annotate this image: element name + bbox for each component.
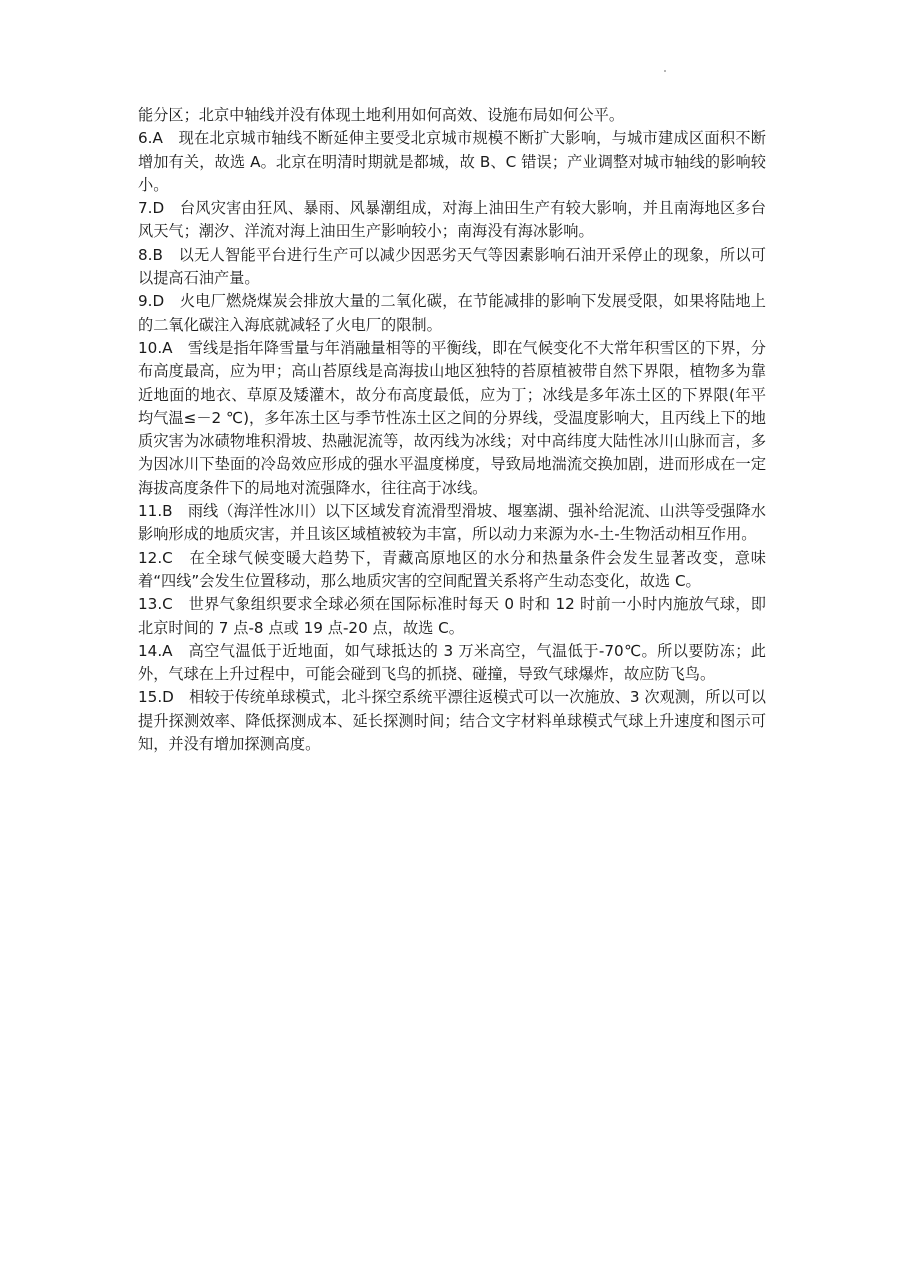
- answer-15: 15.D 相较于传统单球模式，北斗探空系统平漂往返模式可以一次施放、3 次观测，所以可以提升探测效率、降低探测成本、延长探测时间；结合文字材料单球模式气球上升速度和图示可知，并没有增加探测高度。: [138, 688, 766, 754]
- answer-explanations: [138, 104, 766, 756]
- answer-9: 9.D 火电厂燃烧煤炭会排放大量的二氧化碳，在节能减排的影响下发展受限，如果将陆地上的二氧化碳注入海底就减轻了火电厂的限制。: [138, 292, 766, 334]
- answer-7: 7.D 台风灾害由狂风、暴雨、风暴潮组成，对海上油田生产有较大影响，并且南海地区多台风天气；潮汐、洋流对海上油田生产影响较小；南海没有海冰影响。: [138, 199, 766, 241]
- answer-8: 8.B 以无人智能平台进行生产可以减少因恶劣天气等因素影响石油开采停止的现象，所以可以提高石油产量。: [138, 245, 766, 288]
- answer-14: 14.A 高空气温低于近地面，如气球抵达的 3 万米高空，气温低于-70℃。所以要防冻；此外，气球在上升过程中，可能会碰到飞鸟的抓挠、碰撞，导致气球爆炸，故应防飞鸟。: [138, 641, 766, 684]
- answer-6: 6.A 现在北京城市轴线不断延伸主要受北京城市规模不断扩大影响，与城市建成区面积不断增加有关，故选 A。北京在明清时期就是都城，故 B、C 错误；产业调整对城市轴线的影响较小。: [138, 129, 766, 194]
- answer-12: 12.C 在全球气候变暖大趋势下，青藏高原地区的水分和热量条件会发生显著改变，意味着“四线”会发生位置移动，那么地质灾害的空间配置关系将产生动态变化，故选 C。: [138, 548, 766, 590]
- answer-13: 13.C 世界气象组织要求全球必须在国际标准时每天 0 时和 12 时前一小时内施放气球，即北京时间的 7 点-8 点或 19 点-20 点，故选 C。: [138, 595, 766, 637]
- answer-10: 10.A 雪线是指年降雪量与年消融量相等的平衡线，即在气候变化不大常年积雪区的下界，分布高度最高，应为甲；高山苔原线是高海拔山地区独特的苔原植被带自然下界限，植物多为靠近地面的地衣、草原及矮灌木，故分布高度最低，应为丁；冰线是多年冻土区的下界限(年平均气温≤－2 ℃)，多年冻土区与季节性冻土区之间的分界线，受温度影响大，且丙线上下的地质灾害为冰碛物堆积滑坡、热融泥流等，故丙线为冰线；对中高纬度大陆性冰川山脉而言，多为因冰川下垫面的冷岛效应形成的强水平温度梯度，导致局地湍流交换加剧，进而形成在一定海拔高度条件下的局地对流强降水，往往高于冰线。: [138, 338, 766, 497]
- paragraph-continuation: 能分区；北京中轴线并没有体现土地利用如何高效、设施布局如何公平。: [138, 106, 624, 124]
- answer-11: 11.B 雨线（海洋性冰川）以下区域发育流滑型滑坡、堰塞湖、强补给泥流、山洪等受强降水影响形成的地质灾害，并且该区域植被较为丰富，所以动力来源为水-土-生物活动相互作用。: [138, 502, 766, 544]
- corner-dot: [664, 70, 666, 72]
